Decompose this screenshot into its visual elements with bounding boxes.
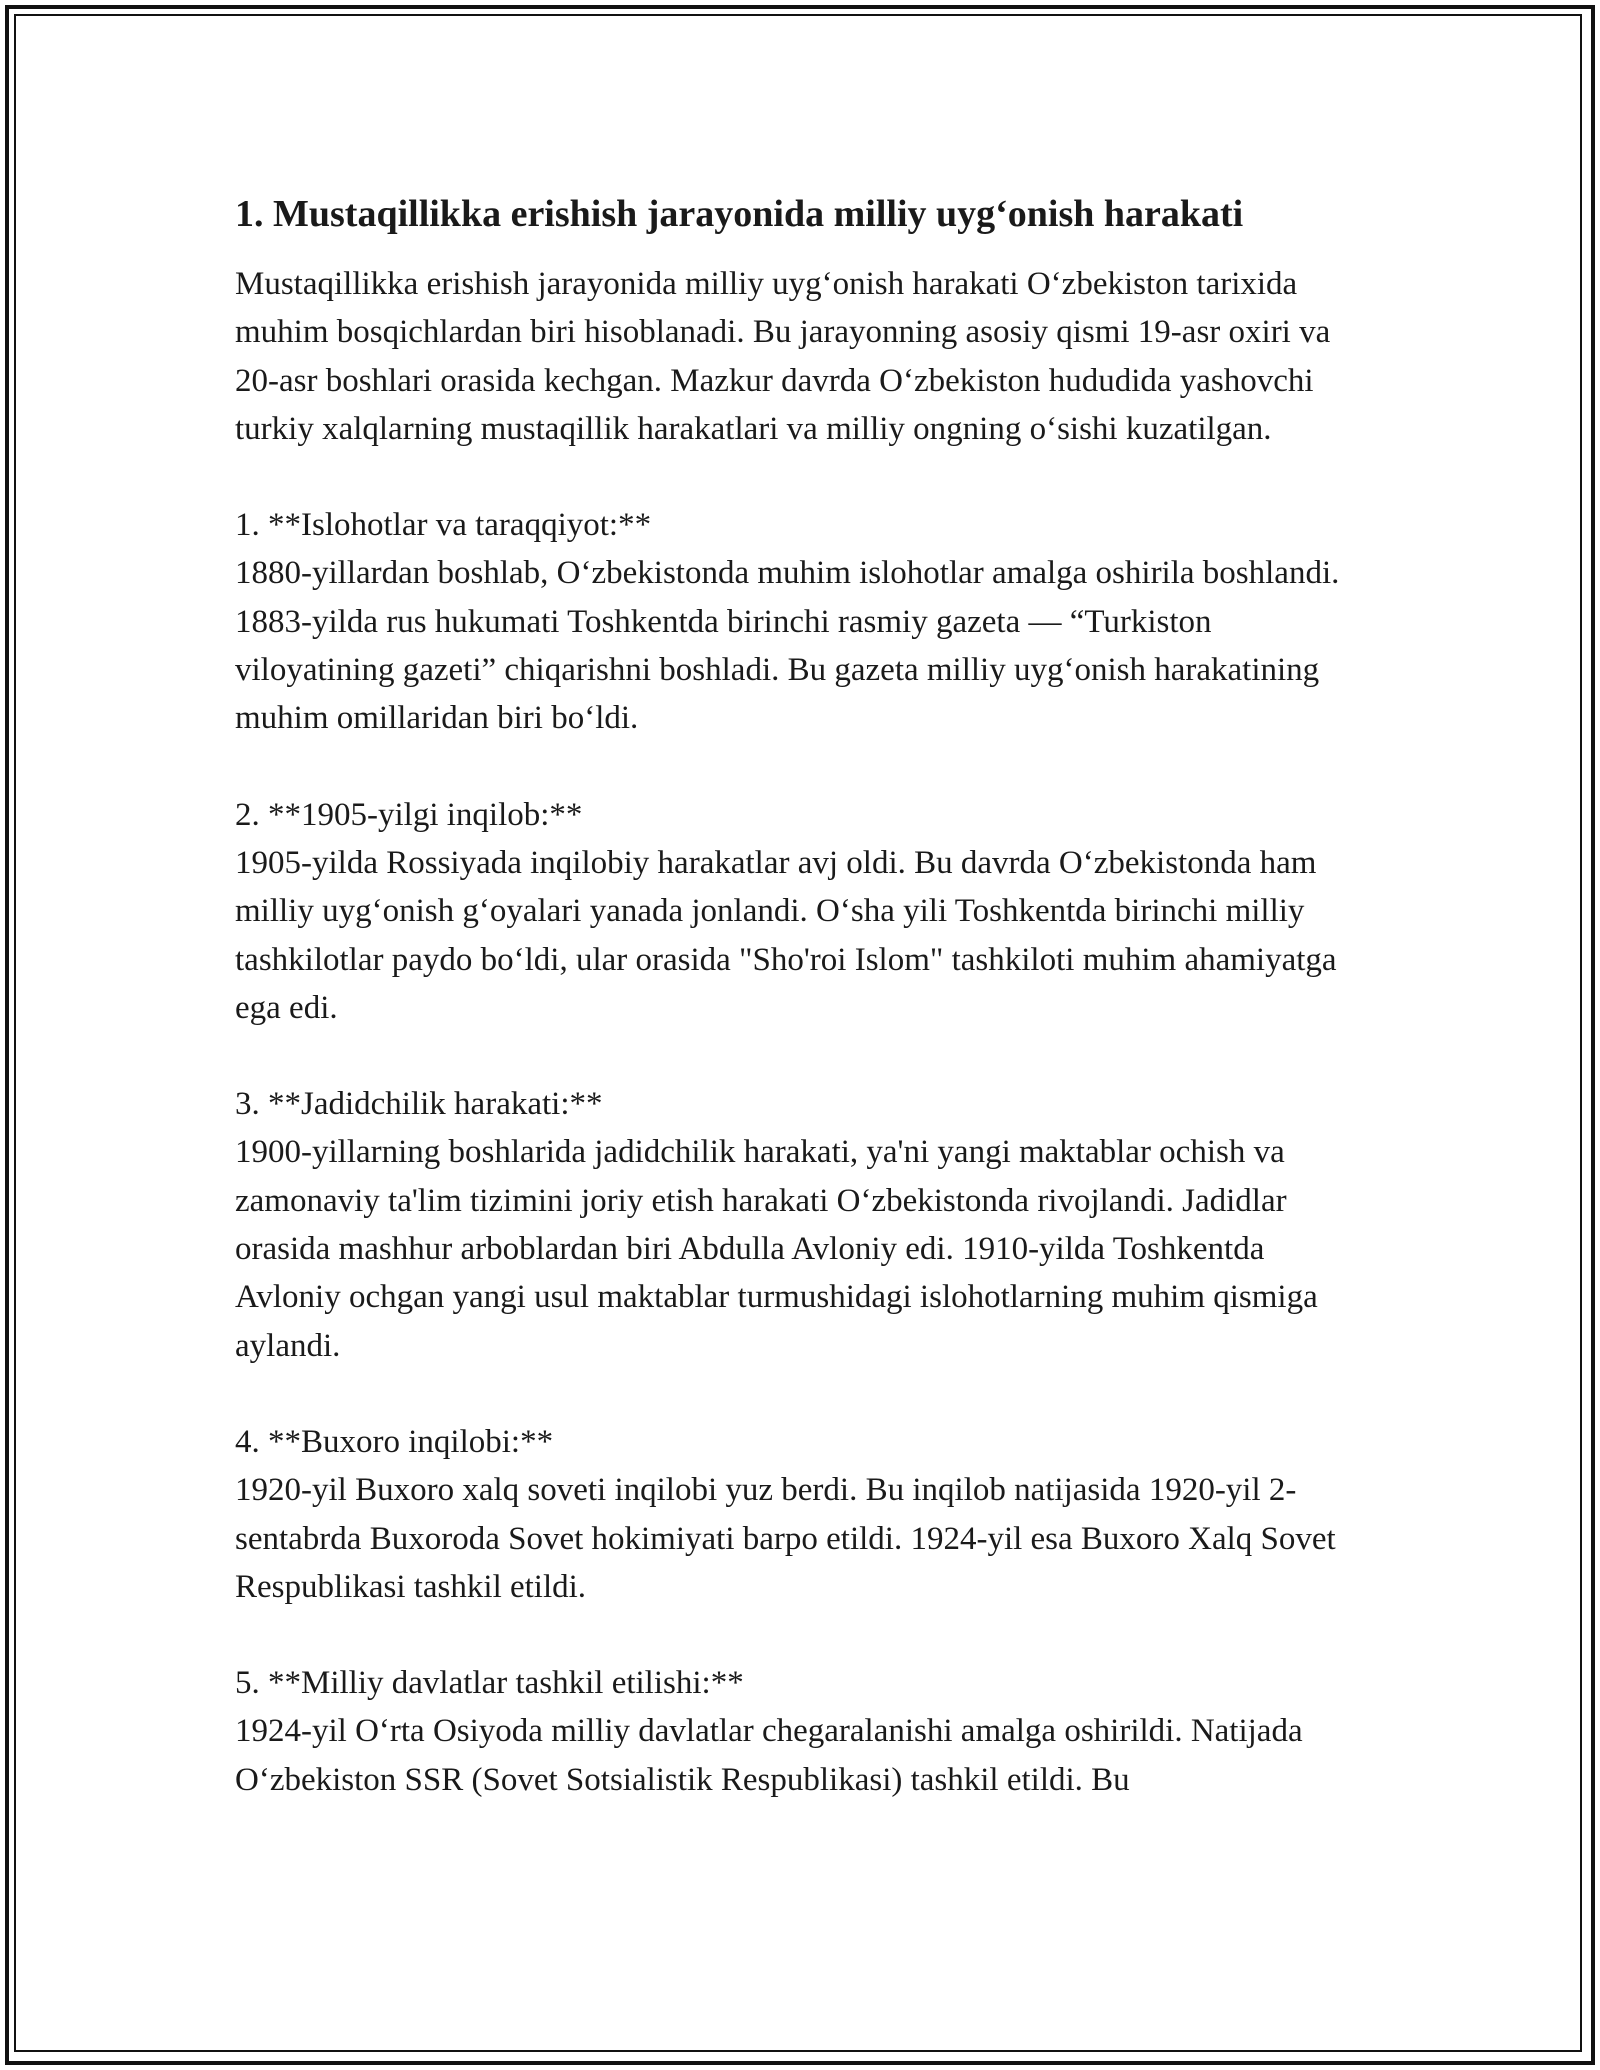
section-1905-inqilob (235, 791, 1375, 1032)
section-jadidchilik (235, 1080, 1375, 1370)
section-heading: 5. **Milliy davlatlar tashkil etilishi:** (235, 1665, 744, 1702)
section-heading: 3. **Jadidchilik harakati:** (235, 1086, 603, 1123)
section-milliy-davlatlar (235, 1659, 1375, 1804)
document-body (235, 188, 1375, 1804)
document-title: 1. Mustaqillikka erishish jarayonida milliy uyg‘onish harakati (235, 193, 1244, 235)
section-heading: 1. **Islohotlar va taraqqiyot:** (235, 507, 652, 544)
section-text: 1924-yil O‘rta Osiyoda milliy davlatlar chegaralanishi amalga oshirildi. Natijada O‘zbekiston SSR (Sovet Sotsialistik Respublikasi) tashkil etildi. Bu (235, 1713, 1303, 1798)
section-text: 1880-yillardan boshlab, O‘zbekistonda muhim islohotlar amalga oshirila boshlandi. 1883-yilda rus hukumati Toshkentda birinchi rasmiy gazeta — “Turkiston viloyatining gazeti” chiqarishni boshladi. Bu gazeta milliy uyg‘onish harakatining muhim omillaridan biri bo‘ldi. (235, 555, 1340, 737)
section-buxoro-inqilobi (235, 1418, 1375, 1611)
section-text: 1905-yilda Rossiyada inqilobiy harakatlar avj oldi. Bu davrda O‘zbekistonda ham milliy uyg‘onish g‘oyalari yanada jonlandi. O‘sha yili Toshkentda birinchi milliy tashkilotlar paydo bo‘ldi, ular orasida "Sho'roi Islom" tashkiloti muhim ahamiyatga ega edi. (235, 844, 1337, 1026)
section-text: 1920-yil Buxoro xalq soveti inqilobi yuz berdi. Bu inqilob natijasida 1920-yil 2-sentabrda Buxoroda Sovet hokimiyati barpo etildi. 1924-yil esa Buxoro Xalq Sovet Respublikasi tashkil etildi. (235, 1472, 1336, 1605)
section-text: 1900-yillarning boshlarida jadidchilik harakati, ya'ni yangi maktablar ochish va zamonaviy ta'lim tizimini joriy etish harakati O‘zbekistonda rivojlandi. Jadidlar orasida mashhur arboblardan biri Abdulla Avloniy edi. 1910-yilda Toshkentda Avloniy ochgan yangi usul maktablar turmushidagi islohotlarning muhim qismiga aylandi. (235, 1134, 1318, 1364)
intro-paragraph: Mustaqillikka erishish jarayonida milliy uyg‘onish harakati O‘zbekiston tarixida muhim bosqichlardan biri hisoblanadi. Bu jarayonning asosiy qismi 19-asr oxiri va 20-asr boshlari orasida kechgan. Mazkur davrda O‘zbekiston hududida yashovchi turkiy xalqlarning mustaqillik harakatlari va milliy ongning o‘sishi kuzatilgan. (235, 266, 1331, 447)
section-heading: 2. **1905-yilgi inqilob:** (235, 796, 583, 833)
section-islohotlar (235, 501, 1375, 742)
section-heading: 4. **Buxoro inqilobi:** (235, 1423, 554, 1460)
